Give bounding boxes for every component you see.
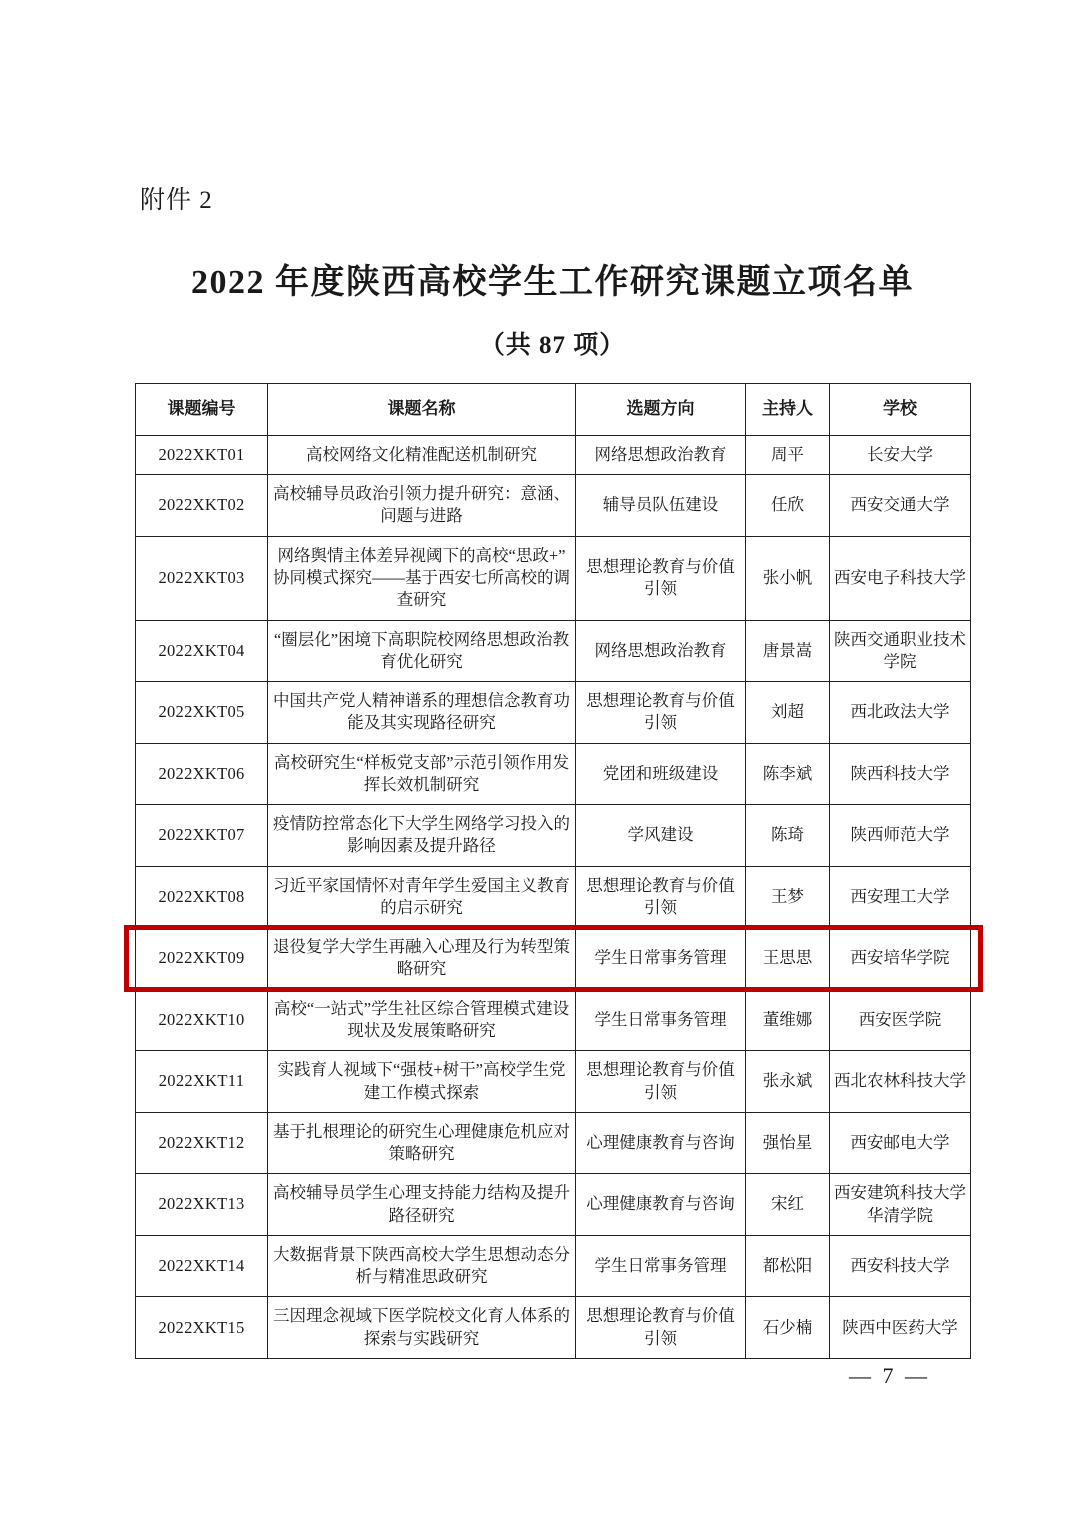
cell-name: 习近平家国情怀对青年学生爱国主义教育的启示研究 — [268, 866, 576, 928]
table-row — [136, 435, 971, 474]
column-header-code: 课题编号 — [136, 384, 268, 436]
table-row — [136, 805, 971, 867]
cell-direction: 学生日常事务管理 — [576, 928, 746, 990]
table-header-row — [136, 384, 971, 436]
cell-code: 2022XKT07 — [136, 805, 268, 867]
cell-direction: 思想理论教育与价值引领 — [576, 1051, 746, 1113]
cell-name: 退役复学大学生再融入心理及行为转型策略研究 — [268, 928, 576, 990]
cell-direction: 学风建设 — [576, 805, 746, 867]
cell-direction: 思想理论教育与价值引领 — [576, 536, 746, 620]
cell-code: 2022XKT14 — [136, 1235, 268, 1297]
cell-direction: 党团和班级建设 — [576, 743, 746, 805]
cell-code: 2022XKT01 — [136, 435, 268, 474]
cell-code: 2022XKT15 — [136, 1297, 268, 1359]
table-row — [136, 475, 971, 537]
cell-name: 大数据背景下陕西高校大学生思想动态分析与精准思政研究 — [268, 1235, 576, 1297]
cell-school: 陕西师范大学 — [830, 805, 971, 867]
cell-direction: 思想理论教育与价值引领 — [576, 682, 746, 744]
table-row — [136, 620, 971, 682]
table-row — [136, 1235, 971, 1297]
cell-direction: 心理健康教育与咨询 — [576, 1174, 746, 1236]
cell-code: 2022XKT06 — [136, 743, 268, 805]
cell-code: 2022XKT05 — [136, 682, 268, 744]
cell-name: 高校网络文化精准配送机制研究 — [268, 435, 576, 474]
cell-school: 西安理工大学 — [830, 866, 971, 928]
attachment-label: 附件 2 — [140, 187, 213, 214]
cell-name: 高校“一站式”学生社区综合管理模式建设现状及发展策略研究 — [268, 989, 576, 1051]
cell-host: 任欣 — [746, 475, 830, 537]
cell-host: 宋红 — [746, 1174, 830, 1236]
cell-direction: 学生日常事务管理 — [576, 1235, 746, 1297]
cell-code: 2022XKT04 — [136, 620, 268, 682]
cell-name: 中国共产党人精神谱系的理想信念教育功能及其实现路径研究 — [268, 682, 576, 744]
cell-code: 2022XKT03 — [136, 536, 268, 620]
table-row — [136, 1297, 971, 1359]
cell-school: 陕西中医药大学 — [830, 1297, 971, 1359]
table-row — [136, 989, 971, 1051]
cell-name: 网络舆情主体差异视阈下的高校“思政+”协同模式探究——基于西安七所高校的调查研究 — [268, 536, 576, 620]
cell-code: 2022XKT11 — [136, 1051, 268, 1113]
cell-direction: 辅导员队伍建设 — [576, 475, 746, 537]
cell-school: 西安医学院 — [830, 989, 971, 1051]
cell-direction: 网络思想政治教育 — [576, 435, 746, 474]
cell-school: 西安邮电大学 — [830, 1112, 971, 1174]
cell-school: 西北政法大学 — [830, 682, 971, 744]
project-listing-table — [135, 383, 971, 1359]
cell-host: 陈李斌 — [746, 743, 830, 805]
table-row — [136, 928, 971, 990]
cell-name: 高校辅导员学生心理支持能力结构及提升路径研究 — [268, 1174, 576, 1236]
cell-host: 刘超 — [746, 682, 830, 744]
cell-host: 石少楠 — [746, 1297, 830, 1359]
cell-direction: 网络思想政治教育 — [576, 620, 746, 682]
cell-code: 2022XKT08 — [136, 866, 268, 928]
table-row — [136, 866, 971, 928]
cell-direction: 心理健康教育与咨询 — [576, 1112, 746, 1174]
cell-name: 基于扎根理论的研究生心理健康危机应对策略研究 — [268, 1112, 576, 1174]
cell-code: 2022XKT09 — [136, 928, 268, 990]
cell-code: 2022XKT02 — [136, 475, 268, 537]
cell-host: 王思思 — [746, 928, 830, 990]
cell-school: 西安科技大学 — [830, 1235, 971, 1297]
table-row — [136, 682, 971, 744]
cell-name: 疫情防控常态化下大学生网络学习投入的影响因素及提升路径 — [268, 805, 576, 867]
page-subtitle: （共 87 项） — [479, 332, 626, 359]
table-row — [136, 1112, 971, 1174]
cell-code: 2022XKT13 — [136, 1174, 268, 1236]
cell-school: 陕西科技大学 — [830, 743, 971, 805]
cell-name: 三因理念视域下医学院校文化育人体系的探索与实践研究 — [268, 1297, 576, 1359]
cell-name: “圈层化”困境下高职院校网络思想政治教育优化研究 — [268, 620, 576, 682]
cell-name: 高校研究生“样板党支部”示范引领作用发挥长效机制研究 — [268, 743, 576, 805]
cell-host: 周平 — [746, 435, 830, 474]
cell-host: 王梦 — [746, 866, 830, 928]
cell-host: 陈琦 — [746, 805, 830, 867]
page-number: — 7 — — [849, 1363, 930, 1388]
table-row — [136, 1174, 971, 1236]
cell-name: 实践育人视域下“强枝+树干”高校学生党建工作模式探索 — [268, 1051, 576, 1113]
cell-host: 张永斌 — [746, 1051, 830, 1113]
cell-host: 唐景嵩 — [746, 620, 830, 682]
cell-school: 西安电子科技大学 — [830, 536, 971, 620]
page-title: 2022 年度陕西高校学生工作研究课题立项名单 — [191, 264, 914, 301]
cell-host: 强怡星 — [746, 1112, 830, 1174]
cell-host: 董维娜 — [746, 989, 830, 1051]
cell-school: 西安交通大学 — [830, 475, 971, 537]
table-row — [136, 743, 971, 805]
cell-name: 高校辅导员政治引领力提升研究：意涵、问题与进路 — [268, 475, 576, 537]
column-header-school: 学校 — [830, 384, 971, 436]
cell-host: 张小帆 — [746, 536, 830, 620]
cell-school: 西安培华学院 — [830, 928, 971, 990]
cell-code: 2022XKT10 — [136, 989, 268, 1051]
column-header-host: 主持人 — [746, 384, 830, 436]
cell-school: 陕西交通职业技术学院 — [830, 620, 971, 682]
column-header-name: 课题名称 — [268, 384, 576, 436]
cell-direction: 学生日常事务管理 — [576, 989, 746, 1051]
cell-direction: 思想理论教育与价值引领 — [576, 1297, 746, 1359]
cell-school: 西北农林科技大学 — [830, 1051, 971, 1113]
cell-code: 2022XKT12 — [136, 1112, 268, 1174]
table-row — [136, 536, 971, 620]
column-header-direction: 选题方向 — [576, 384, 746, 436]
cell-host: 都松阳 — [746, 1235, 830, 1297]
cell-school: 长安大学 — [830, 435, 971, 474]
table-row — [136, 1051, 971, 1113]
cell-school: 西安建筑科技大学华清学院 — [830, 1174, 971, 1236]
cell-direction: 思想理论教育与价值引领 — [576, 866, 746, 928]
